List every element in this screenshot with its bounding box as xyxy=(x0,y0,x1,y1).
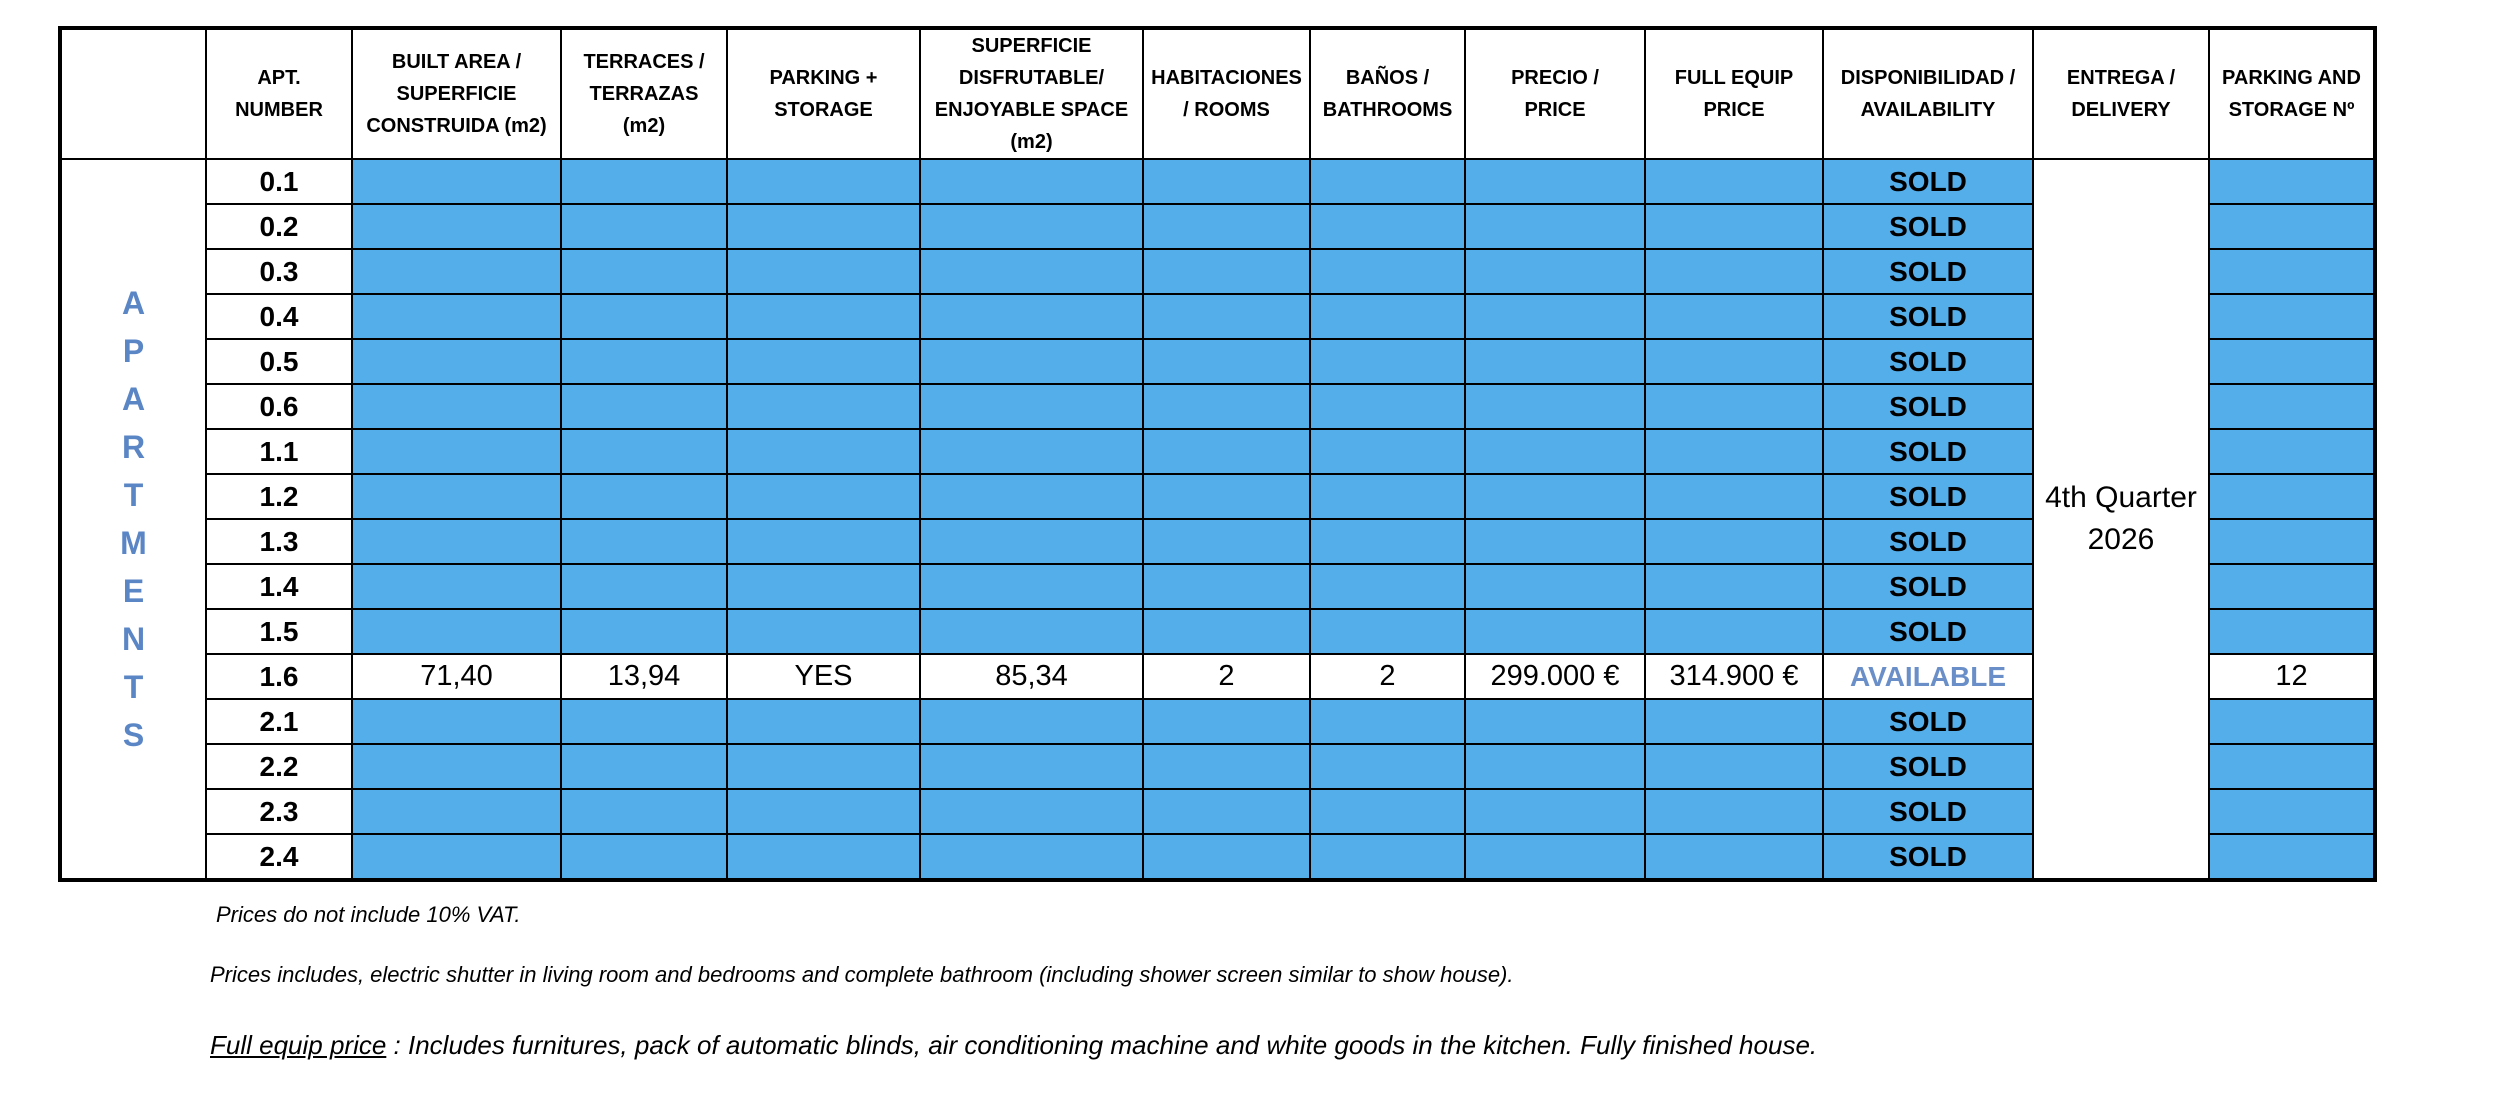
parking-storage-no-cell xyxy=(2209,519,2375,564)
built-area-cell xyxy=(352,564,561,609)
parking-storage-no-cell xyxy=(2209,429,2375,474)
built-area-header: BUILT AREA / SUPERFICIE CONSTRUIDA (m2) xyxy=(352,28,561,159)
parking-storage-no-cell xyxy=(2209,564,2375,609)
built-area-cell xyxy=(352,789,561,834)
full-equip-price-cell xyxy=(1645,519,1823,564)
price-cell xyxy=(1465,384,1645,429)
enjoyable-space-cell xyxy=(920,744,1143,789)
full-equip-price-cell xyxy=(1645,834,1823,880)
full-equip-price-header: FULL EQUIP PRICE xyxy=(1645,28,1823,159)
bathrooms-cell xyxy=(1310,834,1465,880)
bathrooms-cell xyxy=(1310,699,1465,744)
price-cell xyxy=(1465,339,1645,384)
terraces-cell: 13,94 xyxy=(561,654,727,699)
rooms-cell xyxy=(1143,249,1310,294)
terraces-cell xyxy=(561,519,727,564)
enjoyable-space-cell xyxy=(920,789,1143,834)
full-equip-price-cell: 314.900 € xyxy=(1645,654,1823,699)
parking-storage-no-cell xyxy=(2209,789,2375,834)
section-header-cell xyxy=(60,28,206,159)
rooms-cell xyxy=(1143,384,1310,429)
terraces-cell xyxy=(561,789,727,834)
apt-number-header: APT. NUMBER xyxy=(206,28,352,159)
bathrooms-cell xyxy=(1310,384,1465,429)
parking-storage-cell xyxy=(727,519,920,564)
enjoyable-space-cell xyxy=(920,204,1143,249)
price-cell xyxy=(1465,249,1645,294)
apt-number-cell: 0.5 xyxy=(206,339,352,384)
built-area-cell xyxy=(352,249,561,294)
enjoyable-space-cell xyxy=(920,519,1143,564)
availability-cell: SOLD xyxy=(1823,564,2033,609)
rooms-cell xyxy=(1143,294,1310,339)
parking-storage-no-cell xyxy=(2209,699,2375,744)
price-cell xyxy=(1465,474,1645,519)
apt-number-cell: 1.2 xyxy=(206,474,352,519)
terraces-cell xyxy=(561,249,727,294)
table-row xyxy=(60,834,2375,880)
full-equip-text: : Includes furnitures, pack of automatic blinds, air conditioning machine and white goods in the kitchen. Fully finished house. xyxy=(386,1030,1818,1060)
apt-number-cell: 0.1 xyxy=(206,159,352,204)
bathrooms-cell xyxy=(1310,744,1465,789)
terraces-cell xyxy=(561,429,727,474)
enjoyable-space-cell xyxy=(920,474,1143,519)
parking-storage-cell xyxy=(727,834,920,880)
table-row xyxy=(60,384,2375,429)
terraces-cell xyxy=(561,474,727,519)
rooms-cell xyxy=(1143,699,1310,744)
enjoyable-space-cell xyxy=(920,429,1143,474)
table-row xyxy=(60,474,2375,519)
apt-number-cell: 1.3 xyxy=(206,519,352,564)
enjoyable-space-cell xyxy=(920,699,1143,744)
apt-number-cell: 2.4 xyxy=(206,834,352,880)
terraces-cell xyxy=(561,744,727,789)
parking-storage-cell: YES xyxy=(727,654,920,699)
apt-number-cell: 1.1 xyxy=(206,429,352,474)
availability-cell: SOLD xyxy=(1823,204,2033,249)
full-equip-price-cell xyxy=(1645,789,1823,834)
table-row xyxy=(60,789,2375,834)
availability-cell: SOLD xyxy=(1823,789,2033,834)
apt-number-cell: 0.6 xyxy=(206,384,352,429)
terraces-cell xyxy=(561,339,727,384)
table-row xyxy=(60,429,2375,474)
apt-number-cell: 0.4 xyxy=(206,294,352,339)
apt-number-cell: 2.1 xyxy=(206,699,352,744)
availability-cell: SOLD xyxy=(1823,339,2033,384)
built-area-cell xyxy=(352,609,561,654)
table-row xyxy=(60,204,2375,249)
delivery-cell: 4th Quarter 2026 xyxy=(2033,159,2209,880)
terraces-header: TERRACES / TERRAZAS (m2) xyxy=(561,28,727,159)
availability-cell: SOLD xyxy=(1823,384,2033,429)
bathrooms-cell xyxy=(1310,204,1465,249)
built-area-cell: 71,40 xyxy=(352,654,561,699)
full-equip-price-cell xyxy=(1645,429,1823,474)
full-equip-price-cell xyxy=(1645,609,1823,654)
full-equip-price-cell xyxy=(1645,204,1823,249)
rooms-cell xyxy=(1143,834,1310,880)
parking-storage-no-cell xyxy=(2209,294,2375,339)
includes-note: Prices includes, electric shutter in living room and bedrooms and complete bathroom (including shower screen similar to show house). xyxy=(210,962,1514,987)
header-row xyxy=(60,28,2375,159)
full-equip-note xyxy=(210,1030,1817,1061)
full-equip-label: Full equip price xyxy=(210,1030,387,1060)
parking-storage-no-cell xyxy=(2209,834,2375,880)
bathrooms-cell xyxy=(1310,159,1465,204)
parking-storage-no-cell xyxy=(2209,474,2375,519)
delivery-header: ENTREGA / DELIVERY xyxy=(2033,28,2209,159)
availability-cell: SOLD xyxy=(1823,519,2033,564)
apt-number-cell: 0.3 xyxy=(206,249,352,294)
parking-storage-cell xyxy=(727,159,920,204)
apt-number-cell: 1.6 xyxy=(206,654,352,699)
full-equip-price-cell xyxy=(1645,564,1823,609)
rooms-cell xyxy=(1143,159,1310,204)
rooms-cell xyxy=(1143,564,1310,609)
built-area-cell xyxy=(352,159,561,204)
built-area-cell xyxy=(352,294,561,339)
table-row xyxy=(60,159,2375,204)
bathrooms-cell: 2 xyxy=(1310,654,1465,699)
price-cell xyxy=(1465,789,1645,834)
price-cell xyxy=(1465,744,1645,789)
availability-cell: AVAILABLE xyxy=(1823,654,2033,699)
parking-storage-no-cell xyxy=(2209,204,2375,249)
parking-storage-cell xyxy=(727,429,920,474)
rooms-cell xyxy=(1143,609,1310,654)
availability-cell: SOLD xyxy=(1823,294,2033,339)
enjoyable-space-cell xyxy=(920,834,1143,880)
table-row xyxy=(60,699,2375,744)
built-area-cell xyxy=(352,519,561,564)
availability-cell: SOLD xyxy=(1823,609,2033,654)
built-area-cell xyxy=(352,474,561,519)
price-cell xyxy=(1465,159,1645,204)
rooms-cell xyxy=(1143,519,1310,564)
full-equip-price-cell xyxy=(1645,474,1823,519)
parking-storage-cell xyxy=(727,249,920,294)
table-row xyxy=(60,339,2375,384)
terraces-cell xyxy=(561,159,727,204)
full-equip-price-cell xyxy=(1645,699,1823,744)
parking-storage-cell xyxy=(727,609,920,654)
parking-storage-cell xyxy=(727,699,920,744)
availability-cell: SOLD xyxy=(1823,699,2033,744)
full-equip-price-cell xyxy=(1645,339,1823,384)
price-cell xyxy=(1465,834,1645,880)
bathrooms-cell xyxy=(1310,564,1465,609)
availability-cell: SOLD xyxy=(1823,159,2033,204)
price-cell xyxy=(1465,519,1645,564)
bathrooms-cell xyxy=(1310,609,1465,654)
enjoyable-space-cell: 85,34 xyxy=(920,654,1143,699)
table-row xyxy=(60,654,2375,699)
parking-storage-cell xyxy=(727,789,920,834)
parking-storage-no-header: PARKING AND STORAGE Nº xyxy=(2209,28,2375,159)
table-body xyxy=(60,159,2375,880)
availability-cell: SOLD xyxy=(1823,249,2033,294)
enjoyable-space-header: SUPERFICIE DISFRUTABLE/ ENJOYABLE SPACE (m2) xyxy=(920,28,1143,159)
enjoyable-space-cell xyxy=(920,384,1143,429)
rooms-cell: 2 xyxy=(1143,654,1310,699)
table-row xyxy=(60,294,2375,339)
parking-storage-no-cell xyxy=(2209,609,2375,654)
parking-storage-cell xyxy=(727,204,920,249)
apt-number-cell: 1.5 xyxy=(206,609,352,654)
built-area-cell xyxy=(352,384,561,429)
availability-cell: SOLD xyxy=(1823,744,2033,789)
apt-number-cell: 2.3 xyxy=(206,789,352,834)
parking-storage-no-cell xyxy=(2209,384,2375,429)
parking-storage-cell xyxy=(727,384,920,429)
bathrooms-cell xyxy=(1310,429,1465,474)
bathrooms-cell xyxy=(1310,249,1465,294)
table-row xyxy=(60,519,2375,564)
price-cell xyxy=(1465,699,1645,744)
enjoyable-space-cell xyxy=(920,609,1143,654)
terraces-cell xyxy=(561,834,727,880)
parking-storage-no-cell: 12 xyxy=(2209,654,2375,699)
rooms-cell xyxy=(1143,339,1310,384)
enjoyable-space-cell xyxy=(920,564,1143,609)
availability-cell: SOLD xyxy=(1823,474,2033,519)
parking-storage-cell xyxy=(727,294,920,339)
parking-storage-cell xyxy=(727,474,920,519)
section-label xyxy=(60,159,206,880)
bathrooms-cell xyxy=(1310,474,1465,519)
full-equip-price-cell xyxy=(1645,384,1823,429)
enjoyable-space-cell xyxy=(920,294,1143,339)
enjoyable-space-cell xyxy=(920,339,1143,384)
bathrooms-cell xyxy=(1310,294,1465,339)
rooms-cell xyxy=(1143,744,1310,789)
full-equip-price-cell xyxy=(1645,159,1823,204)
built-area-cell xyxy=(352,429,561,474)
table-row xyxy=(60,249,2375,294)
price-cell xyxy=(1465,204,1645,249)
enjoyable-space-cell xyxy=(920,159,1143,204)
parking-storage-cell xyxy=(727,744,920,789)
terraces-cell xyxy=(561,564,727,609)
apt-number-cell: 2.2 xyxy=(206,744,352,789)
built-area-cell xyxy=(352,834,561,880)
availability-cell: SOLD xyxy=(1823,834,2033,880)
rooms-header: HABITACIONES / ROOMS xyxy=(1143,28,1310,159)
terraces-cell xyxy=(561,609,727,654)
bathrooms-header: BAÑOS / BATHROOMS xyxy=(1310,28,1465,159)
rooms-cell xyxy=(1143,429,1310,474)
price-cell xyxy=(1465,294,1645,339)
price-cell: 299.000 € xyxy=(1465,654,1645,699)
bathrooms-cell xyxy=(1310,789,1465,834)
table-row xyxy=(60,609,2375,654)
price-cell xyxy=(1465,609,1645,654)
rooms-cell xyxy=(1143,474,1310,519)
built-area-cell xyxy=(352,204,561,249)
availability-cell: SOLD xyxy=(1823,429,2033,474)
terraces-cell xyxy=(561,204,727,249)
price-header: PRECIO / PRICE xyxy=(1465,28,1645,159)
section-label-text: A P A R T M E N T S xyxy=(120,285,147,753)
terraces-cell xyxy=(561,294,727,339)
price-cell xyxy=(1465,429,1645,474)
parking-storage-cell xyxy=(727,339,920,384)
full-equip-price-cell xyxy=(1645,294,1823,339)
table-row xyxy=(60,744,2375,789)
parking-storage-cell xyxy=(727,564,920,609)
built-area-cell xyxy=(352,339,561,384)
price-cell xyxy=(1465,564,1645,609)
built-area-cell xyxy=(352,699,561,744)
parking-storage-no-cell xyxy=(2209,249,2375,294)
terraces-cell xyxy=(561,384,727,429)
parking-storage-no-cell xyxy=(2209,339,2375,384)
parking-storage-header: PARKING + STORAGE xyxy=(727,28,920,159)
bathrooms-cell xyxy=(1310,339,1465,384)
terraces-cell xyxy=(561,699,727,744)
enjoyable-space-cell xyxy=(920,249,1143,294)
rooms-cell xyxy=(1143,204,1310,249)
full-equip-price-cell xyxy=(1645,249,1823,294)
built-area-cell xyxy=(352,744,561,789)
rooms-cell xyxy=(1143,789,1310,834)
bathrooms-cell xyxy=(1310,519,1465,564)
apt-number-cell: 0.2 xyxy=(206,204,352,249)
availability-header: DISPONIBILIDAD / AVAILABILITY xyxy=(1823,28,2033,159)
price-table xyxy=(58,26,2377,882)
parking-storage-no-cell xyxy=(2209,744,2375,789)
full-equip-price-cell xyxy=(1645,744,1823,789)
vat-note: Prices do not include 10% VAT. xyxy=(216,902,521,927)
table-row xyxy=(60,564,2375,609)
apt-number-cell: 1.4 xyxy=(206,564,352,609)
parking-storage-no-cell xyxy=(2209,159,2375,204)
